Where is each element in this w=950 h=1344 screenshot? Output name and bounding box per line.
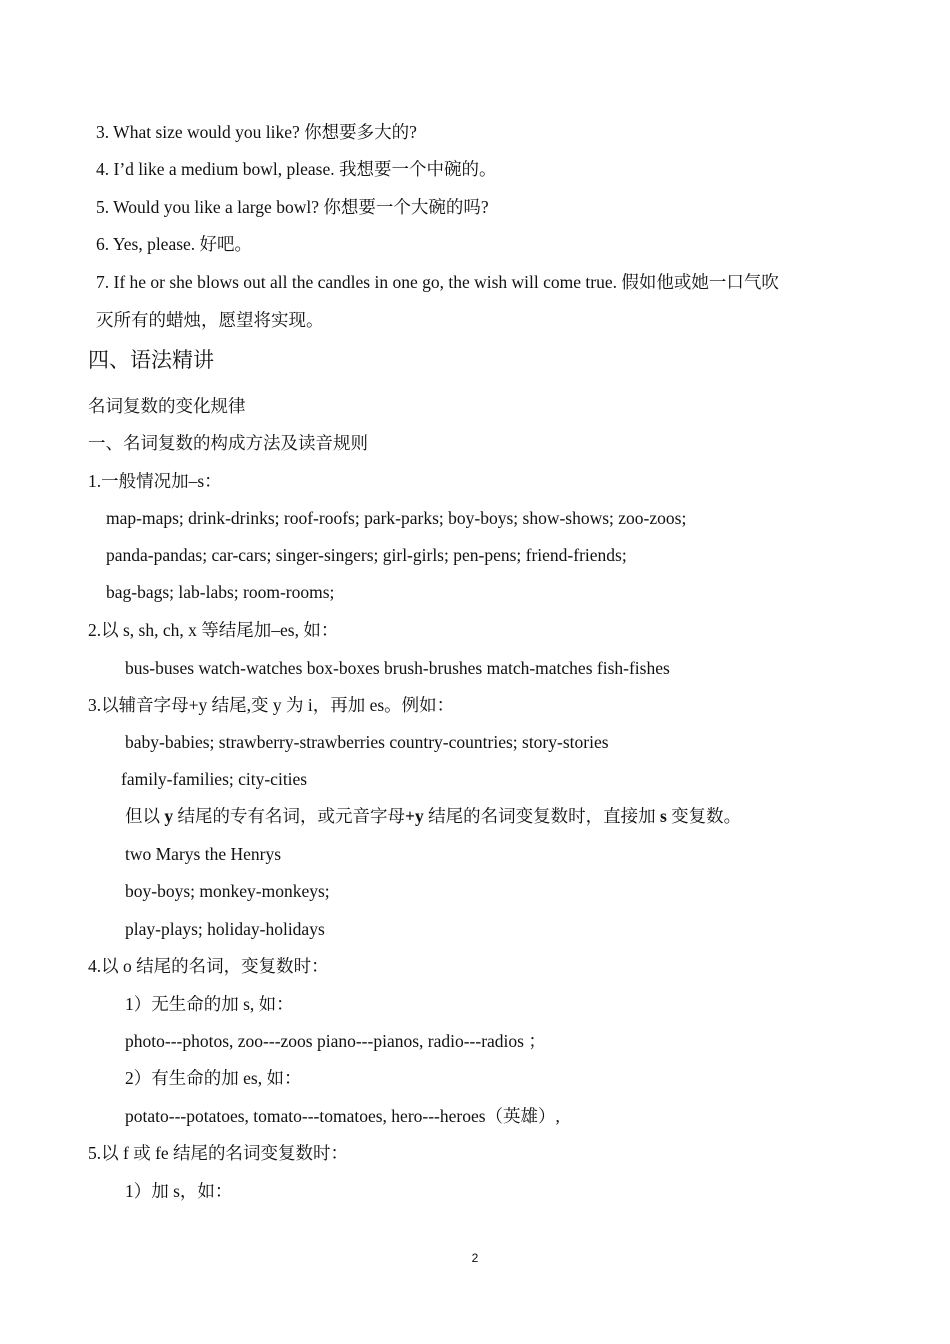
subsection-heading: 一、名词复数的构成方法及读音规则 <box>88 433 368 453</box>
rule-4-sub-1-examples: photo---photos, zoo---zoos piano---pianos, radio---radios ； <box>125 1031 546 1051</box>
rule-1-heading: 1.一般情况加–s： <box>88 471 222 491</box>
section-heading-grammar: 四、语法精讲 <box>88 348 214 372</box>
rule-4-sub-2: 2）有生命的加 es, 如： <box>125 1068 302 1088</box>
rule-4-sub-2-examples: potato---potatoes, tomato---tomatoes, hero---heroes（英雄）, <box>125 1106 560 1126</box>
dialogue-line-7: 7. If he or she blows out all the candles in one go, the wish will come true. 假如他或她一口气吹 <box>96 272 779 292</box>
dialogue-line-7-continued: 灭所有的蜡烛，愿望将实现。 <box>96 310 324 330</box>
note-bold-plus-y: +y <box>405 806 424 826</box>
note-bold-s: s <box>659 806 667 826</box>
rule-3-vowel-y-examples-2: play-plays; holiday-holidays <box>125 919 325 939</box>
note-text-4: 变复数。 <box>666 806 742 826</box>
rule-4-sub-1: 1）无生命的加 s, 如： <box>125 994 294 1014</box>
dialogue-line-6: 6. Yes, please. 好吧。 <box>96 234 253 254</box>
note-text-2: 结尾的专有名词，或元音字母 <box>173 806 405 826</box>
note-text-1: 但以 <box>125 806 165 826</box>
rule-5-heading: 5.以 f 或 fe 结尾的名词变复数时： <box>88 1143 349 1163</box>
dialogue-line-3: 3. What size would you like? 你想要多大的? <box>96 122 417 142</box>
rule-3-examples-1: baby-babies; strawberry-strawberries country-countries; story-stories <box>125 732 609 752</box>
page-number: 2 <box>471 1251 479 1265</box>
rule-3-exception-note <box>125 805 741 827</box>
rule-3-proper-noun-examples: two Marys the Henrys <box>125 844 282 864</box>
dialogue-line-4: 4. I’d like a medium bowl, please. 我想要一个中碗的。 <box>96 159 497 179</box>
rule-2-examples: bus-buses watch-watches box-boxes brush-brushes match-matches fish-fishes <box>125 658 670 678</box>
topic-title: 名词复数的变化规律 <box>88 396 246 416</box>
rule-5-sub-1: 1）加 s，如： <box>125 1181 233 1201</box>
rule-3-examples-2: family-families; city-cities <box>121 769 308 789</box>
note-text-3: 结尾的名词变复数时，直接加 <box>423 806 660 826</box>
rule-3-vowel-y-examples-1: boy-boys; monkey-monkeys; <box>125 881 330 901</box>
rule-2-heading: 2.以 s, sh, ch, x 等结尾加–es, 如： <box>88 620 339 640</box>
rule-3-heading: 3.以辅音字母+y 结尾,变 y 为 i，再加 es。例如： <box>88 695 455 715</box>
note-bold-y: y <box>164 806 174 826</box>
rule-4-heading: 4.以 o 结尾的名词，变复数时： <box>88 956 329 976</box>
rule-1-examples-1: map-maps; drink-drinks; roof-roofs; park-parks; boy-boys; show-shows; zoo-zoos; <box>106 508 687 528</box>
rule-1-examples-3: bag-bags; lab-labs; room-rooms; <box>106 582 335 602</box>
rule-1-examples-2: panda-pandas; car-cars; singer-singers; girl-girls; pen-pens; friend-friends; <box>106 545 627 565</box>
dialogue-line-5: 5. Would you like a large bowl? 你想要一个大碗的吗? <box>96 197 489 217</box>
